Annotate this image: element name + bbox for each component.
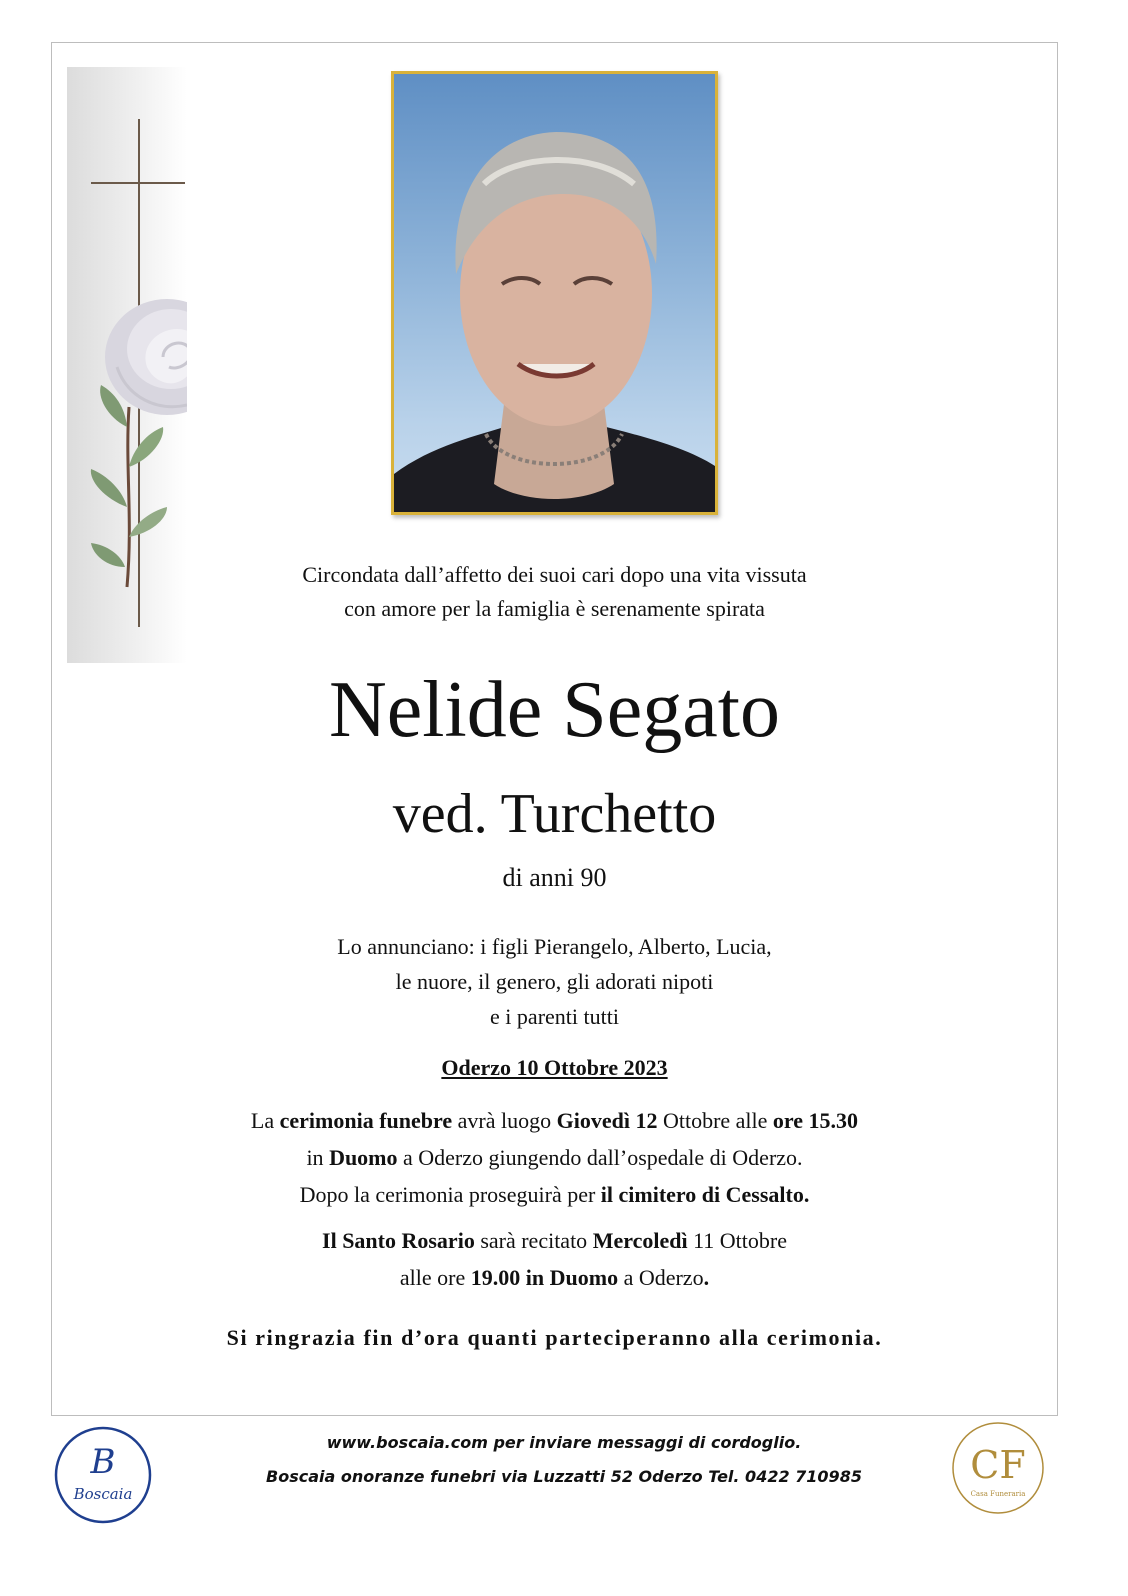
boscaia-wordmark: Boscaia: [73, 1485, 133, 1503]
widow-of: ved. Turchetto: [392, 783, 717, 845]
casa-funeraria-caption: Casa Funeraria: [970, 1490, 1026, 1498]
ceremony-line-1: La cerimonia funebre avrà luogo Giovedì 12 Ottobre alle ore 15.30: [250, 1108, 859, 1133]
boscaia-logo: [53, 1425, 153, 1525]
rosary-line-2: alle ore 19.00 in Duomo a Oderzo.: [399, 1265, 710, 1290]
rosary-line-1: Il Santo Rosario sarà recitato Mercoledì 11 Ottobre: [322, 1228, 787, 1253]
ceremony-details: [51, 1102, 1058, 1213]
portrait-figure-icon: [394, 74, 715, 512]
thanks-message: Si ringrazia fin d’ora quanti parteciperanno alla cerimonia.: [226, 1325, 883, 1350]
rosary-details: [51, 1222, 1058, 1296]
intro-line-2: con amore per la famiglia è serenamente spirata: [344, 596, 765, 621]
ceremony-line-3: Dopo la cerimonia proseguirà per il cimitero di Cessalto.: [299, 1182, 810, 1207]
footer-address-line: Boscaia onoranze funebri via Luzzatti 52 Oderzo Tel. 0422 710985: [266, 1467, 862, 1486]
intro-line-1: Circondata dall’affetto dei suoi cari dopo una vita vissuta: [302, 562, 807, 587]
casa-funeraria-logo: [950, 1420, 1046, 1516]
deceased-age: di anni 90: [502, 863, 607, 892]
intro-text: [51, 558, 1058, 626]
announcement-line-1: Lo annunciano: i figli Pierangelo, Alberto, Lucia,: [337, 934, 772, 959]
announcement-line-2: le nuore, il genero, gli adorati nipoti: [395, 969, 714, 994]
ceremony-line-2: in Duomo a Oderzo giungendo dall’ospedale di Oderzo.: [306, 1145, 803, 1170]
boscaia-monogram: B: [90, 1442, 116, 1482]
place-date: Oderzo 10 Ottobre 2023: [441, 1055, 668, 1080]
footer-website-line: www.boscaia.com per inviare messaggi di cordoglio.: [326, 1433, 802, 1452]
casa-funeraria-monogram: CF: [970, 1443, 1026, 1487]
deceased-name: Nelide Segato: [329, 666, 780, 754]
portrait-photo: [391, 71, 718, 515]
announcement-line-3: e i parenti tutti: [490, 1004, 619, 1029]
announcement: [51, 929, 1058, 1034]
